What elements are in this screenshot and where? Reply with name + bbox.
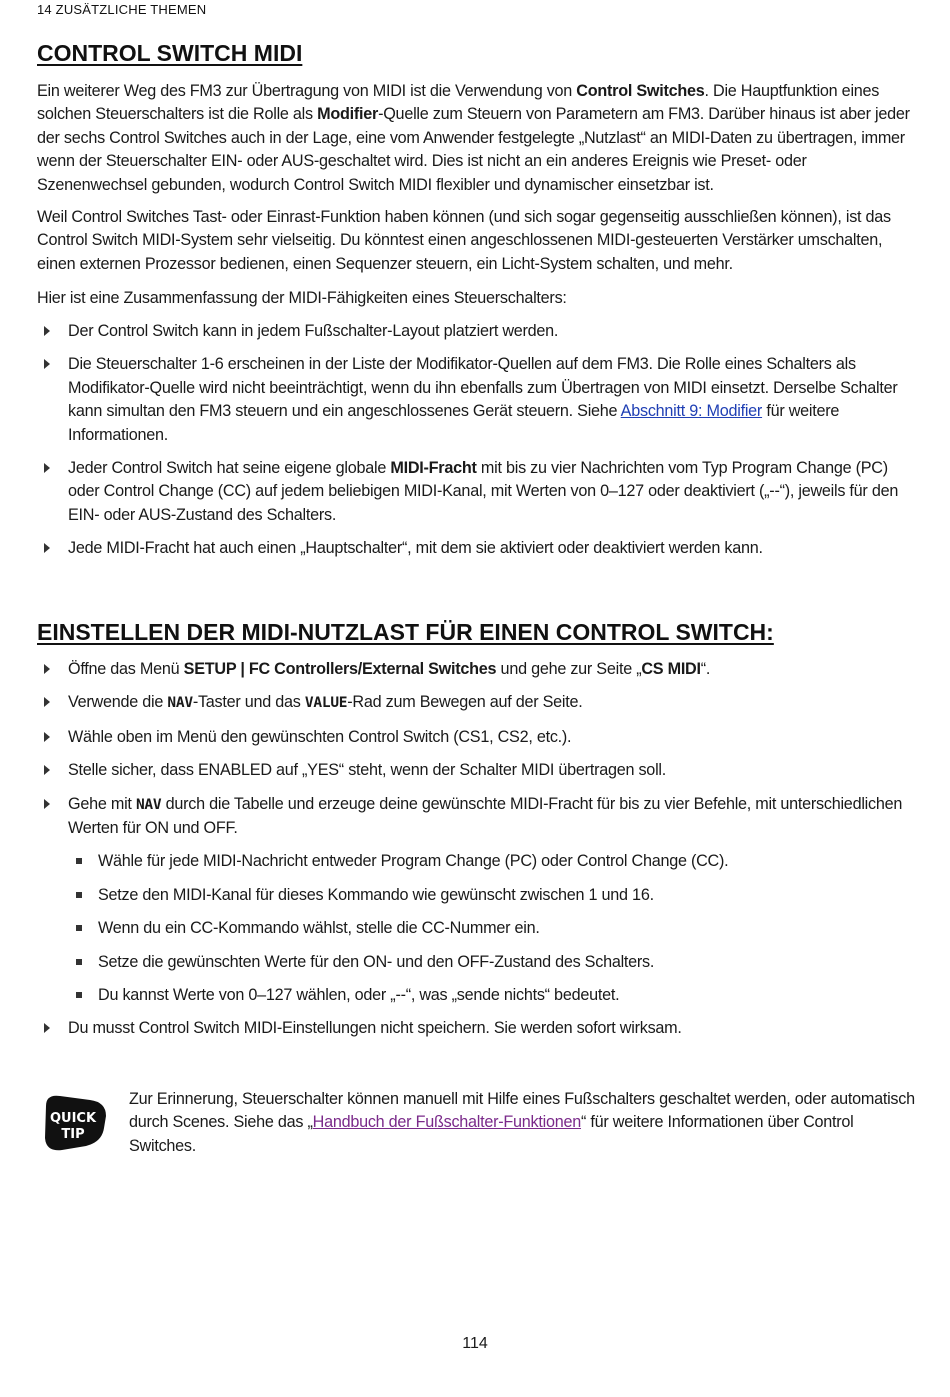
- bold-modifier: Modifier: [317, 105, 379, 124]
- versatility-text: Weil Control Switches Tast- oder Einrast-Funktion haben können (und sich sogar gegenseitig ausschließen können), ist das Control Switch MIDI-System sehr vielseitig. Du könntest einen angeschlossenen MIDI-gesteuerten Verstärker umschalten, einen externen Prozessor bedienen, einen Sequenzer steuern, ein Licht-System schalten, und mehr.: [37, 208, 891, 273]
- arrow-bullet-icon: [44, 664, 50, 674]
- sub-list-item: Wähle für jede MIDI-Nachricht entweder Program Change (PC) oder Control Change (CC).: [68, 850, 921, 873]
- intro-text-a: Ein weiterer Weg des FM3 zur Übertragung von MIDI ist die Verwendung von: [37, 82, 577, 100]
- section-title-control-switch-midi: CONTROL SWITCH MIDI: [37, 40, 303, 66]
- link-handbuch-fussschalter-funktionen[interactable]: Handbuch der Fußschalter-Funktionen: [312, 1113, 582, 1132]
- arrow-bullet-icon: [44, 1023, 50, 1033]
- page-number: 114: [462, 1335, 488, 1352]
- sub-steps-list: [68, 850, 921, 1007]
- list-item: Gehe mit NAV durch die Tabelle und erzeuge deine gewünschte MIDI-Fracht für bis zu vier Befehle, mit unterschiedlichen Werten für ON und OFF. Wähle für jede MIDI-Nachricht entweder Program Change (PC) oder Control Change (CC). Setze den MIDI-Kanal für dieses Kommando wie gewünscht zwischen 1 und 16. Wenn du ein CC-Kommando wählst, stelle die CC-Nummer ein. Setze die gewünschten Werte für den ON- und den OFF-Zustand des Schalters. Du kannst Werte von 0–127 wählen, oder „--“, was „sende nichts“ bedeutet.: [37, 793, 921, 1008]
- sub-list-item: Setze den MIDI-Kanal für dieses Kommando wie gewünscht zwischen 1 und 16.: [68, 884, 921, 907]
- intro-paragraph: [37, 80, 921, 197]
- summary-intro-text: Hier ist eine Zusammenfassung der MIDI-Fähigkeiten eines Steuerschalters:: [37, 289, 567, 307]
- list-item: Die Steuerschalter 1-6 erscheinen in der Liste der Modifikator-Quellen auf dem FM3. Die Rolle eines Schalters als Modifikator-Quelle wird nicht beeinträchtigt, wenn du ihn ebenfalls zum Übertragen von MIDI einsetzt. Derselbe Schalter kann simultan den FM3 steuern und ein angeschlossenes Gerät steuern. Siehe Abschnitt 9: Modifier für weitere Informationen.: [37, 353, 921, 447]
- arrow-bullet-icon: [44, 799, 50, 809]
- list-item: Stelle sicher, dass ENABLED auf „YES“ steht, wenn der Schalter MIDI übertragen soll.: [37, 759, 921, 782]
- list-item: Öffne das Menü SETUP | FC Controllers/External Switches und gehe zur Seite „CS MIDI“.: [37, 658, 921, 681]
- nav-key-label: NAV: [167, 695, 193, 712]
- steps-list: [37, 658, 921, 1051]
- sub-list-item: Setze die gewünschten Werte für den ON- und den OFF-Zustand des Schalters.: [68, 951, 921, 974]
- quick-tip-label-line2: TIP: [61, 1127, 85, 1142]
- arrow-bullet-icon: [44, 326, 50, 336]
- square-bullet-icon: [76, 992, 82, 998]
- bold-setup-menu-path: SETUP | FC Controllers/External Switches: [183, 660, 497, 678]
- value-key-label: VALUE: [304, 695, 348, 712]
- list-item: Wähle oben im Menü den gewünschten Control Switch (CS1, CS2, etc.).: [37, 726, 921, 749]
- list-item: Jede MIDI-Fracht hat auch einen „Hauptschalter“, mit dem sie aktiviert oder deaktiviert werden kann.: [37, 537, 921, 560]
- versatility-paragraph: [37, 206, 921, 276]
- square-bullet-icon: [76, 959, 82, 965]
- list-item: Der Control Switch kann in jedem Fußschalter-Layout platziert werden.: [37, 320, 921, 343]
- link-abschnitt-9-modifier[interactable]: Abschnitt 9: Modifier: [620, 402, 763, 421]
- list-item: Jeder Control Switch hat seine eigene globale MIDI-Fracht mit bis zu vier Nachrichten vom Typ Program Change (PC) oder Control Change (CC) auf jedem beliebigen MIDI-Kanal, mit Werten von 0–127 oder deaktiviert („--“), jeweils für den EIN- oder AUS-Zustand des Schalters.: [37, 457, 921, 527]
- sub-list-item: Wenn du ein CC-Kommando wählst, stelle die CC-Nummer ein.: [68, 917, 921, 940]
- nav-key-label: NAV: [135, 796, 162, 813]
- arrow-bullet-icon: [44, 765, 50, 775]
- quick-tip-icon: [40, 1092, 108, 1152]
- intro-text-c: . Die Hauptfunktion eines solchen Steuerschalters ist die Rolle als: [37, 82, 880, 124]
- list-item: Verwende die NAV-Taster und das VALUE-Rad zum Bewegen auf der Seite.: [37, 691, 921, 715]
- square-bullet-icon: [76, 925, 82, 931]
- list-item: Du musst Control Switch MIDI-Einstellungen nicht speichern. Sie werden sofort wirksam.: [37, 1017, 921, 1040]
- arrow-bullet-icon: [44, 697, 50, 707]
- running-header: 14 ZUSÄTZLICHE THEMEN: [37, 2, 207, 17]
- arrow-bullet-icon: [44, 732, 50, 742]
- sub-list-item: Du kannst Werte von 0–127 wählen, oder „--“, was „sende nichts“ bedeutet.: [68, 984, 921, 1007]
- square-bullet-icon: [76, 858, 82, 864]
- square-bullet-icon: [76, 892, 82, 898]
- arrow-bullet-icon: [44, 463, 50, 473]
- bold-cs-midi: CS MIDI: [641, 660, 701, 678]
- capabilities-list: [37, 320, 921, 571]
- quick-tip-text: Zur Erinnerung, Steuerschalter können manuell mit Hilfe eines Fußschalters geschaltet werden, oder automatisch durch Scenes. Siehe das „Handbuch der Fußschalter-Funktionen“ für weitere Informationen über Control Switches.: [129, 1090, 915, 1155]
- arrow-bullet-icon: [44, 543, 50, 553]
- summary-intro-paragraph: [37, 287, 921, 310]
- arrow-bullet-icon: [44, 359, 50, 369]
- bold-control-switches: Control Switches: [576, 82, 705, 100]
- section-title-einstellen-midi-nutzlast: EINSTELLEN DER MIDI-NUTZLAST FÜR EINEN CONTROL SWITCH:: [37, 619, 774, 645]
- intro-text-e: -Quelle zum Steuern von Parametern am FM3. Darüber hinaus ist aber jeder der sechs Control Switches auch in der Lage, eine vom Anwender festgelegte „Nutzlast“ an MIDI-Daten zu übertragen, immer wenn der Steuerschalter EIN- oder AUS-geschaltet wird. Dies ist nicht an ein anderes Ereignis wie Preset- oder Szenenwechsel gebunden, wodurch Control Switch MIDI flexibler und dynamischer einsetzbar ist.: [37, 105, 910, 194]
- quick-tip-label-line1: QUICK: [49, 1111, 97, 1126]
- bold-midi-fracht: MIDI-Fracht: [390, 459, 477, 478]
